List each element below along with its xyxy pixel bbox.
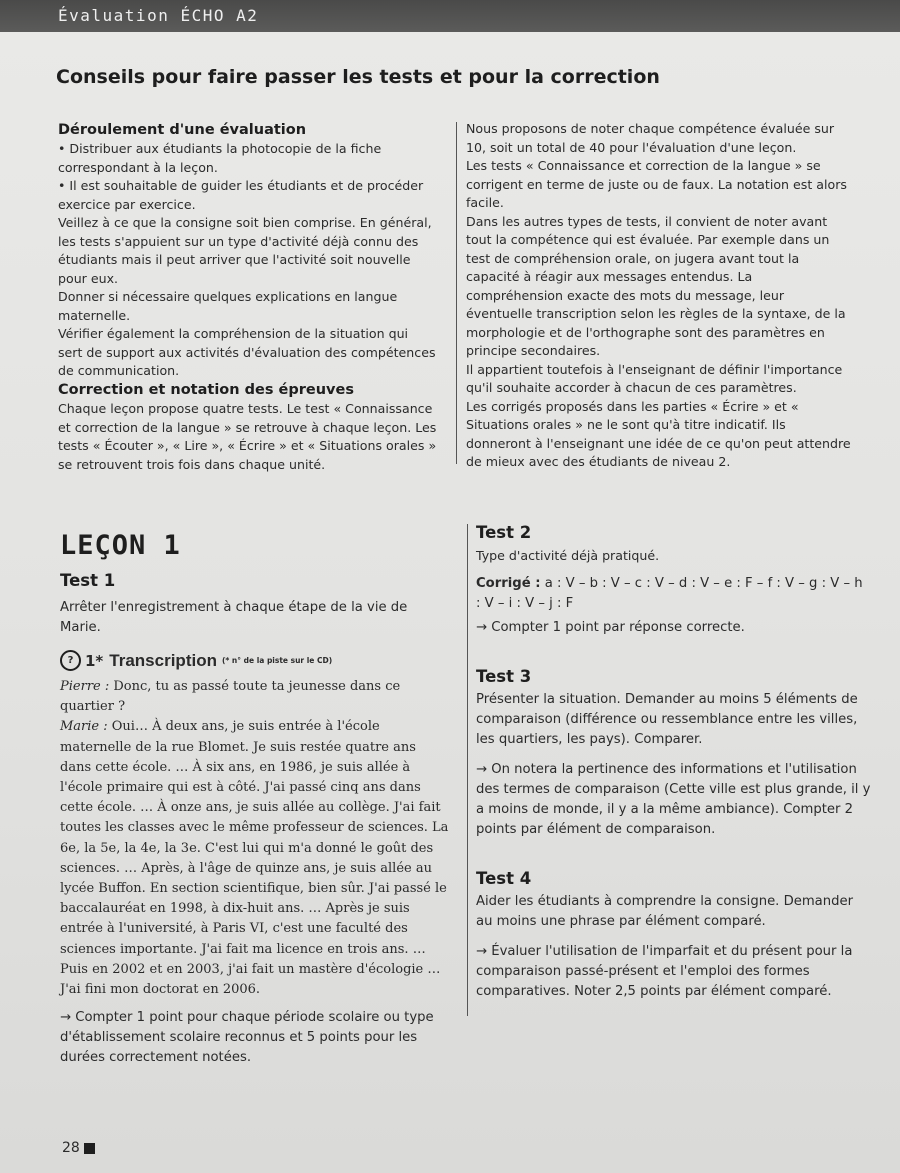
speaker-marie: Marie :: [60, 719, 108, 735]
test2-answers: [476, 574, 871, 614]
pierre-text: Donc, tu as passé toute ta jeunesse dans ce quartier ?: [60, 679, 401, 715]
test4-scoring: → Évaluer l'utilisation de l'imparfait et du présent pour la comparaison passé-présent et l'emploi des formes comparatives. Noter 2,5 points par élément comparé.: [476, 944, 853, 999]
audio-track-icon: ?: [60, 650, 81, 671]
header-label: Évaluation ÉCHO A2: [58, 6, 259, 25]
correction-section: [58, 380, 440, 474]
deroulement-paragraph: Veillez à ce que la consigne soit bien comprise. En général, les tests s'appuient sur un type d'activité déjà connu des étudiants mais il peut arriver que l'activité soit nouvelle pour eux.: [58, 215, 432, 286]
notation-paragraph: Nous proposons de noter chaque compétence évaluée sur 10, soit un total de 40 pour l'évaluation d'une leçon.: [466, 121, 835, 155]
test1-instruction: Arrêter l'enregistrement à chaque étape de la vie de Marie.: [60, 600, 408, 635]
page-number: [62, 1140, 95, 1156]
test2-heading: Test 2: [476, 523, 532, 542]
test3-heading: Test 3: [476, 667, 532, 686]
dialogue-line-marie: [60, 717, 450, 1000]
correction-heading: Correction et notation des épreuves: [58, 382, 354, 398]
test1-scoring: → Compter 1 point pour chaque période scolaire ou type d'établissement scolaire reconnus et 5 points pour les durées correctement notées.: [60, 1010, 434, 1066]
test1-section: [60, 570, 450, 1068]
test4-heading: Test 4: [476, 869, 532, 888]
transcription-note: (* n° de la piste sur le CD): [221, 655, 333, 665]
test3-instruction: Présenter la situation. Demander au moins 5 éléments de comparaison (différence ou ressemblance entre les villes, les quartiers, les pays). Comparer.: [476, 692, 858, 747]
deroulement-section: [58, 120, 436, 381]
header-bar: [0, 0, 900, 32]
deroulement-paragraph: Donner si nécessaire quelques explications en langue maternelle.: [58, 289, 398, 323]
corrige-text: a : V – b : V – c : V – d : V – e : F – f : V – g : V – h : V – i : V – j : F: [476, 576, 863, 611]
deroulement-heading: Déroulement d'une évaluation: [58, 122, 307, 138]
notation-paragraph: Dans les autres types de tests, il convient de noter avant tout la compétence qui est évaluée. Par exemple dans un test de compréhension orale, on jugera avant tout la capacité à réagir aux messages entendus. La compréhension exacte des mots du message, leur éventuelle transcription selon les règles de la syntaxe, de la morphologie et de l'orthographe sont des paramètres en principe secondaires.: [466, 213, 846, 358]
test2-instruction: Type d'activité déjà pratiqué.: [476, 548, 660, 563]
page-number-text: 28: [62, 1140, 80, 1156]
notation-paragraph: Les tests « Connaissance et correction de la langue » se corrigent en terme de juste ou de faux. La notation est alors facile.: [466, 158, 847, 210]
column-divider-top: [456, 122, 457, 464]
test4-instruction: Aider les étudiants à comprendre la consigne. Demander au moins une phrase par élément comparé.: [476, 894, 854, 929]
page-title: Conseils pour faire passer les tests et pour la correction: [56, 66, 660, 88]
test2-scoring: → Compter 1 point par réponse correcte.: [476, 620, 745, 635]
correction-text: Chaque leçon propose quatre tests. Le test « Connaissance et correction de la langue » se retrouve à chaque leçon. Les tests « Écouter », « Lire », « Écrire » et « Situations orales » se retrouvent trois fois dans chaque unité.: [58, 401, 437, 472]
deroulement-paragraph: • Distribuer aux étudiants la photocopie de la fiche correspondant à la leçon.: [58, 141, 382, 175]
test1-heading: Test 1: [60, 571, 116, 590]
marie-text: Oui… À deux ans, je suis entrée à l'école maternelle de la rue Blomet. Je suis restée quatre ans dans cette école. … À six ans, en 1986, je suis allée à l'école primaire qui est à côté. J'ai passé cinq ans dans cette école. … À onze ans, je suis allée au collège. J'ai fait toutes les classes avec le même professeur de sciences. La 6e, la 5e, la 4e, la 3e. C'est lui qui m'a donné le goût des sciences. … Après, à l'âge de quinze ans, je suis allée au lycée Buffon. En section scientifique, bien sûr. J'ai passé le baccalauréat en 1998, à dix-huit ans. … Après je suis entrée à l'université, à Paris VI, c'est une faculté des sciences importante. J'ai fait ma licence en trois ans. … Puis en 2002 et en 2003, j'ai fait un mastère d'écologie … J'ai fini mon doctorat en 2006.: [60, 719, 449, 998]
notation-paragraph: Les corrigés proposés dans les parties « Écrire » et « Situations orales » ne le sont qu'à titre indicatif. Ils donneront à l'enseignant une idée de ce qu'on peut attendre de mieux avec des étudiants de niveau 2.: [466, 398, 851, 469]
notation-section: [466, 120, 852, 472]
test3-scoring: → On notera la pertinence des informations et l'utilisation des termes de comparaison (Cette ville est plus grande, il y a moins de monde, il y a la même ambiance). Compter 2 points par élément de comparaison.: [476, 762, 871, 837]
page-marker-square: [84, 1143, 95, 1154]
speaker-pierre: Pierre :: [60, 679, 110, 694]
transcription-title: Transcription: [109, 650, 217, 670]
notation-paragraph: Il appartient toutefois à l'enseignant de définir l'importance qu'il souhaite accorder à chacun de ces paramètres.: [466, 361, 843, 395]
lesson-right-column: [476, 522, 871, 1002]
deroulement-paragraph: • Il est souhaitable de guider les étudiants et de procéder exercice par exercice.: [58, 178, 424, 212]
dialogue-line-pierre: [60, 677, 450, 717]
column-divider-bottom: [467, 524, 468, 1016]
track-number: 1*: [85, 651, 104, 670]
transcription-header: [60, 650, 450, 671]
lesson-title: LEÇON 1: [60, 530, 181, 561]
deroulement-paragraph: Vérifier également la compréhension de la situation qui sert de support aux activités d'évaluation des compétences de communication.: [58, 326, 436, 378]
corrige-label: Corrigé :: [476, 576, 541, 591]
